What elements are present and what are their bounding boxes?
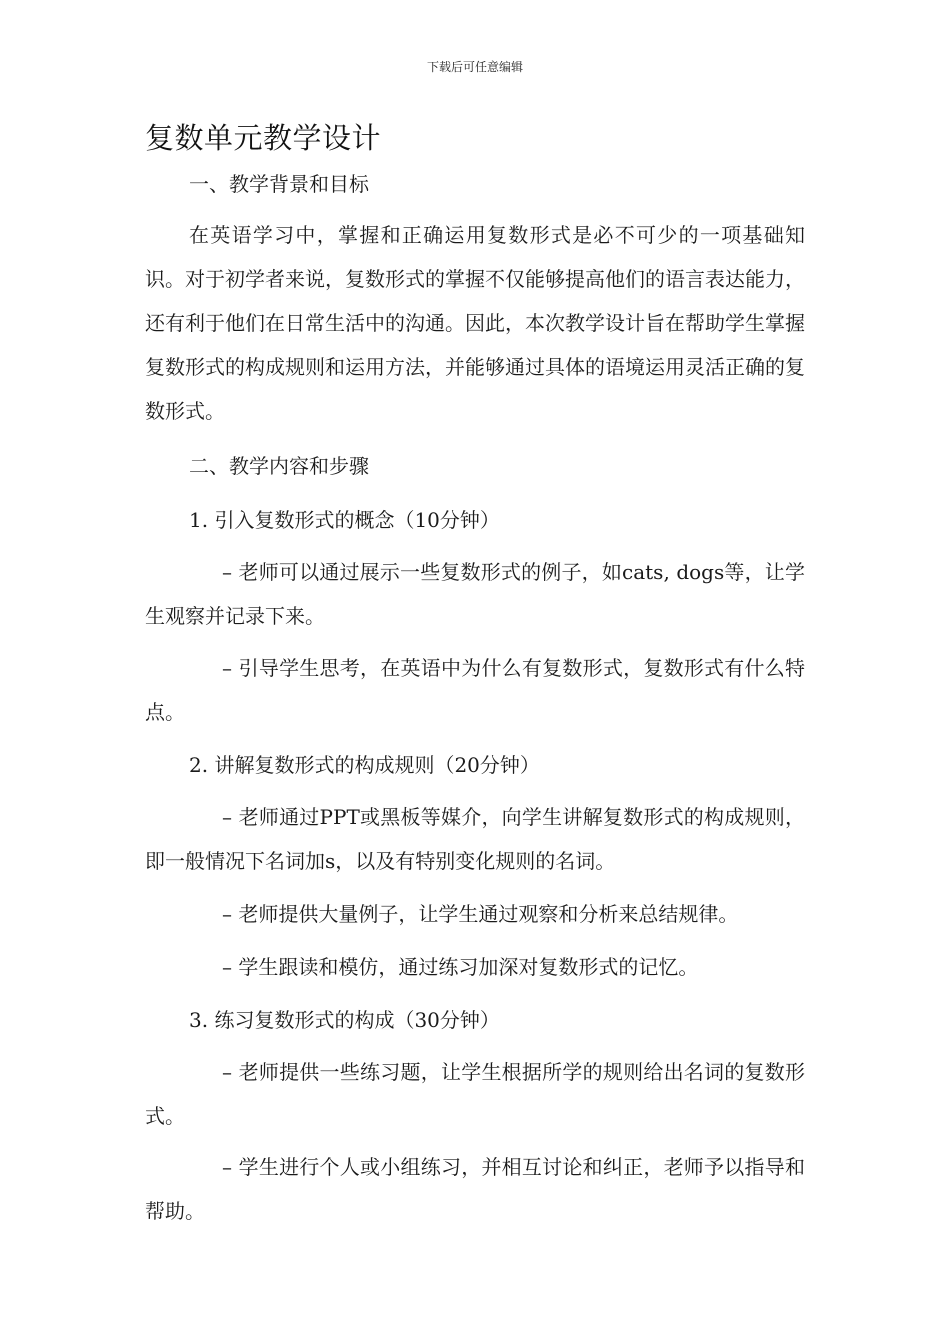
section-heading-content-steps: 二、教学内容和步骤: [189, 454, 369, 478]
step-title-3: 3. 练习复数形式的构成（30分钟）: [189, 1008, 500, 1032]
step-2-item-3: – 学生跟读和模仿，通过练习加深对复数形式的记忆。: [222, 955, 699, 979]
step-3-item-1: – 老师提供一些练习题，让学生根据所学的规则给出名词的复数形式。: [145, 1060, 805, 1128]
step-2-item-1: – 老师通过PPT或黑板等媒介，向学生讲解复数形式的构成规则，即一般情况下名词加s，以及有特别变化规则的名词。: [145, 805, 805, 873]
page-header-note: 下载后可任意编辑: [426, 60, 523, 74]
step-title-1: 1. 引入复数形式的概念（10分钟）: [189, 508, 500, 532]
document-title: 复数单元教学设计: [145, 121, 382, 155]
step-title-2: 2. 讲解复数形式的构成规则（20分钟）: [189, 753, 540, 777]
step-1-item-2: – 引导学生思考，在英语中为什么有复数形式，复数形式有什么特点。: [145, 656, 805, 724]
background-paragraph: 在英语学习中，掌握和正确运用复数形式是必不可少的一项基础知识。对于初学者来说，复数形式的掌握不仅能够提高他们的语言表达能力，还有利于他们在日常生活中的沟通。因此，本次教学设计旨在帮助学生掌握复数形式的构成规则和运用方法，并能够通过具体的语境运用灵活正确的复数形式。: [145, 223, 805, 423]
step-2-item-2: – 老师提供大量例子，让学生通过观察和分析来总结规律。: [222, 902, 739, 926]
section-heading-background-goals: 一、教学背景和目标: [189, 172, 369, 196]
step-3-item-2: – 学生进行个人或小组练习，并相互讨论和纠正，老师予以指导和帮助。: [145, 1155, 805, 1223]
step-1-item-1: – 老师可以通过展示一些复数形式的例子，如cats, dogs等，让学生观察并记录下来。: [145, 560, 805, 628]
